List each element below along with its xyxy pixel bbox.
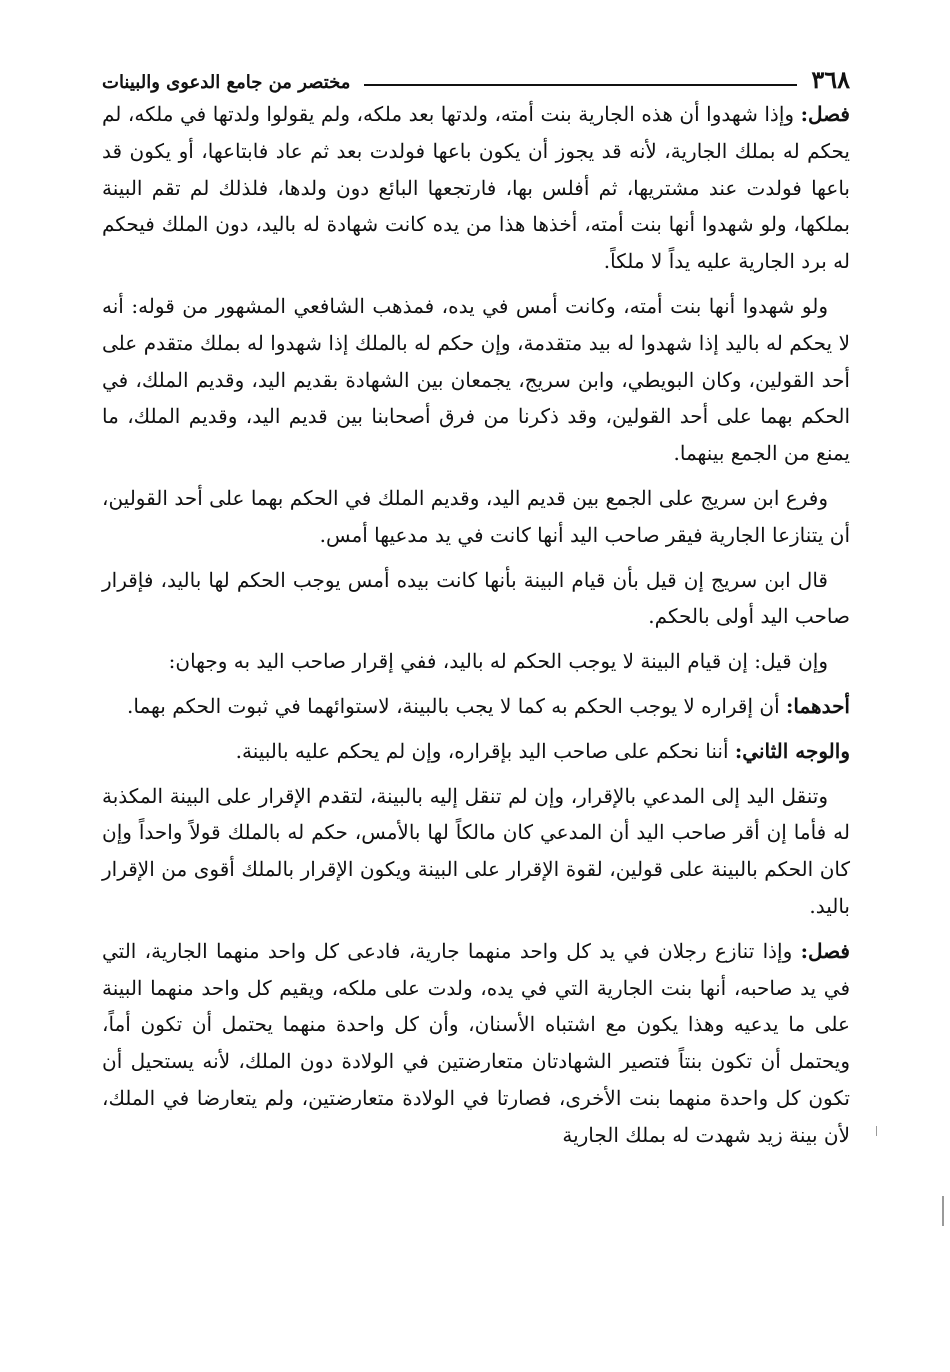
paragraph-2 xyxy=(102,288,850,472)
book-page xyxy=(102,52,850,1162)
paragraph-5 xyxy=(102,643,850,680)
paragraph-text: وفرع ابن سريج على الجمع بين قديم اليد، وقديم الملك في الحكم بهما على أحد القولين، أن يتنازعا الجارية فيقر صاحب اليد أنها كانت في يد مدعيها أمس. xyxy=(102,485,850,547)
paragraph-text: ولو شهدوا أنها بنت أمته، وكانت أمس في يده، فمذهب الشافعي المشهور من قوله: أنه لا يحكم له باليد إذا شهدوا له بيد متقدمة، وإن حكم له بالملك إذا شهدوا له بملك متقدم على أحد القولين، وكان البويطي، وابن سريج، يجمعان بين الشهادة بقديم اليد، وقديم الملك، في الحكم بهما على أحد القولين، وقد ذكرنا من فرق أصحابنا بين قديم اليد، وقديم الملك، ما يمنع من الجمع بينهما. xyxy=(102,293,851,466)
point-lead: والوجه الثاني: xyxy=(734,738,850,763)
page-header xyxy=(102,52,850,92)
paragraph-text: أن إقراره لا يوجب الحكم به كما لا يجب بالبينة، لاستوائهما في ثبوت الحكم بهما. xyxy=(127,693,786,718)
scan-margin-mark xyxy=(942,1196,944,1226)
paragraph-4 xyxy=(102,562,850,636)
paragraph-text: أننا نحكم على صاحب اليد بإقراره، وإن لم يحكم عليه بالبينة. xyxy=(235,738,735,763)
body-text xyxy=(102,96,850,1154)
paragraph-9 xyxy=(102,933,850,1154)
paragraph-8 xyxy=(102,778,850,925)
paragraph-7 xyxy=(102,733,850,770)
header-rule xyxy=(364,84,797,86)
running-title: مختصر من جامع الدعوى والبينات xyxy=(102,72,351,93)
paragraph-6 xyxy=(102,688,850,725)
scan-margin-mark xyxy=(876,1126,877,1136)
paragraph-text: وتنقل اليد إلى المدعي بالإقرار، وإن لم تنقل إليه بالبينة، لتقدم الإقرار على البينة المكذبة له فأما إن أقر صاحب اليد أن المدعي كان مالكاً لها بالأمس، حكم له بالملك قولاً واحداً وإن كان الحكم بالبينة على قولين، لقوة الإقرار على البينة ويكون الإقرار بالملك أقوى من الإقرار باليد. xyxy=(102,783,850,918)
paragraph-3 xyxy=(102,480,850,554)
page-number: ٣٦٨ xyxy=(811,65,850,94)
section-lead: فصل: xyxy=(800,102,850,126)
point-lead: أحدهما: xyxy=(785,693,850,718)
paragraph-text: وإذا شهدوا أن هذه الجارية بنت أمته، ولدتها بعد ملكه، ولم يقولوا ولدتها في ملكه، لم يحكم له بملك الجارية، لأنه قد يجوز أن يكون باعها فولدت بعد ثم عاد فابتاعها، أو يكون قد باعها فولدت عند مشتريها، ثم أفلس بها، فارتجعها البائع دون ولدها، فلذلك لم تقم البينة بملكها، ولو شهدوا أنها بنت أمته، أخذها هذا من يده كانت شهادة له باليد، دون الملك فيحكم له برد الجارية عليه يداً لا ملكاً. xyxy=(102,102,850,274)
paragraph-text: وإن قيل: إن قيام البينة لا يوجب الحكم له باليد، ففي إقرار صاحب اليد به وجهان: xyxy=(168,649,828,674)
paragraph-1 xyxy=(102,96,850,280)
paragraph-text: وإذا تنازع رجلان في يد كل واحد منهما جارية، فادعى كل واحد منهما الجارية، التي في يد صاحبه، أنها بنت الجارية التي في يده، ولدت على ملكه، ويقيم كل واحد منهما البينة على ما يدعيه وهذا يكون مع اشتباه الأسنان، وأن كل واحدة منهما يحتمل أن تكون أماً، ويحتمل أن تكون بنتاً فتصير الشهادتان متعارضتين في الولادة دون الملك، لأنه يستحيل أن تكون كل واحدة منهما بنت الأخرى، فصارتا في الولادة متعارضتين، ولم يتعارضا في الملك، لأن بينة زيد شهدت له بملك الجارية xyxy=(102,938,851,1147)
paragraph-text: قال ابن سريج إن قيل بأن قيام البينة بأنها كانت بيده أمس يوجب الحكم لها باليد، فإقرار صاحب اليد أولى بالحكم. xyxy=(102,567,850,629)
section-lead: فصل: xyxy=(800,938,850,963)
